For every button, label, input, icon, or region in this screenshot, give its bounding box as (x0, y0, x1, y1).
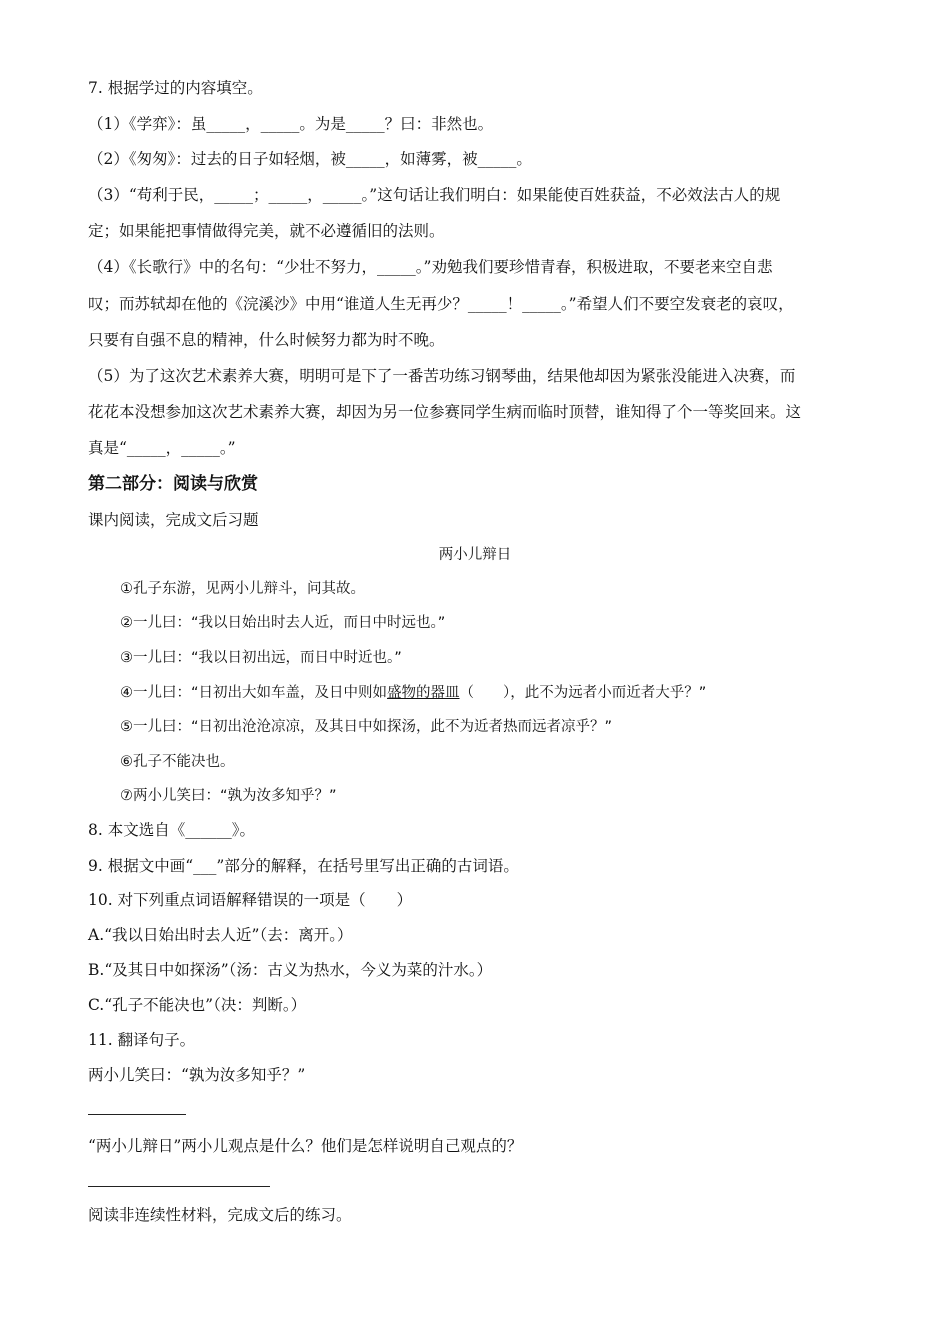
q7-item-3-line1: （3）“苟利于民，_____；_____，_____。”这句话让我们明白：如果能使百姓获益，不必效法古人的规 (88, 186, 781, 204)
q7-item-4-line3: 只要有自强不息的精神，什么时候努力都为时不晚。 (88, 331, 445, 349)
passage-para-3: ③一儿曰：“我以日初出远，而日中时近也。” (120, 650, 402, 666)
part2-intro: 课内阅读，完成文后习题 (88, 511, 259, 529)
q7-item-4-line2: 叹；而苏轼却在他的《浣溪沙》中用“谁道人生无再少？_____！_____。”希望人们不要空发衰老的哀叹， (88, 295, 794, 313)
q9-pre: 9. 根据文中画“ (88, 857, 194, 875)
q11-stem: 11. 翻译句子。 (88, 1031, 196, 1049)
answer-line-1[interactable] (88, 1114, 186, 1115)
q11-question-2: “两小儿辩日”两小儿观点是什么？他们是怎样说明自己观点的？ (88, 1137, 523, 1155)
q7-item-4-line1: （4）《长歌行》中的名句：“少壮不努力，_____。”劝勉我们要珍惜青春，积极进取，不要老来空自悲 (88, 258, 773, 276)
passage-para-2: ②一儿曰：“我以日始出时去人近，而日中时远也。” (120, 615, 446, 631)
passage-para-6: ⑥孔子不能决也。 (120, 754, 235, 770)
q9 (88, 856, 519, 876)
part2-heading: 第二部分：阅读与欣赏 (88, 474, 258, 494)
q10-option-a: A.“我以日始出时去人近”（去：离开。） (88, 926, 353, 944)
passage-title: 两小儿辩日 (438, 547, 512, 563)
passage-underlined-phrase: 盛物的器皿 (387, 685, 460, 701)
q7-item-1: （1）《学弈》：虽_____，_____。为是_____？曰：非然也。 (88, 115, 494, 133)
q7-item-5-line1: （5）为了这次艺术素养大赛，明明可是下了一番苦功练习钢琴曲，结果他却因为紧张没能进入决赛，而 (88, 367, 796, 385)
passage-para-7: ⑦两小儿笑曰：“孰为汝多知乎？” (120, 788, 337, 804)
q10-option-c: C.“孔子不能决也”（决：判断。） (88, 996, 307, 1014)
q11-sentence: 两小儿笑曰：“孰为汝多知乎？” (88, 1066, 306, 1084)
passage-para-4-pre: ④一儿曰：“日初出大如车盖，及日中则如 (120, 685, 388, 701)
passage-para-5: ⑤一儿曰：“日初出沧沧凉凉，及其日中如探汤，此不为近者热而远者凉乎？” (120, 719, 613, 735)
q10-option-b: B.“及其日中如探汤”（汤：古义为热水，今义为菜的汁水。） (88, 961, 493, 979)
q7-item-2: （2）《匆匆》：过去的日子如轻烟，被_____，如薄雾，被_____。 (88, 150, 532, 168)
passage-para-4-post: （ ），此不为远者小而近者大乎？” (459, 685, 707, 701)
q7-title: 7. 根据学过的内容填空。 (88, 79, 263, 97)
next-section-intro: 阅读非连续性材料，完成文后的练习。 (88, 1206, 352, 1224)
q9-post: ”部分的解释，在括号里写出正确的古词语。 (216, 857, 519, 875)
q10-stem: 10. 对下列重点词语解释错误的一项是（ ） (88, 891, 413, 909)
passage-para-1: ①孔子东游，见两小儿辩斗，问其故。 (120, 581, 365, 597)
q9-blank: ___ (193, 857, 217, 875)
passage-para-4 (120, 683, 706, 703)
q7-item-5-line2: 花花本没想参加这次艺术素养大赛，却因为另一位参赛同学生病而临时顶替，谁知得了个一等奖回来。这 (88, 403, 802, 421)
answer-line-2[interactable] (88, 1186, 270, 1187)
q8: 8. 本文选自《______》。 (88, 821, 255, 839)
q7-item-3-line2: 定；如果能把事情做得完美，就不必遵循旧的法则。 (88, 222, 445, 240)
q7-item-5-line3: 真是“_____，_____。” (88, 439, 236, 457)
